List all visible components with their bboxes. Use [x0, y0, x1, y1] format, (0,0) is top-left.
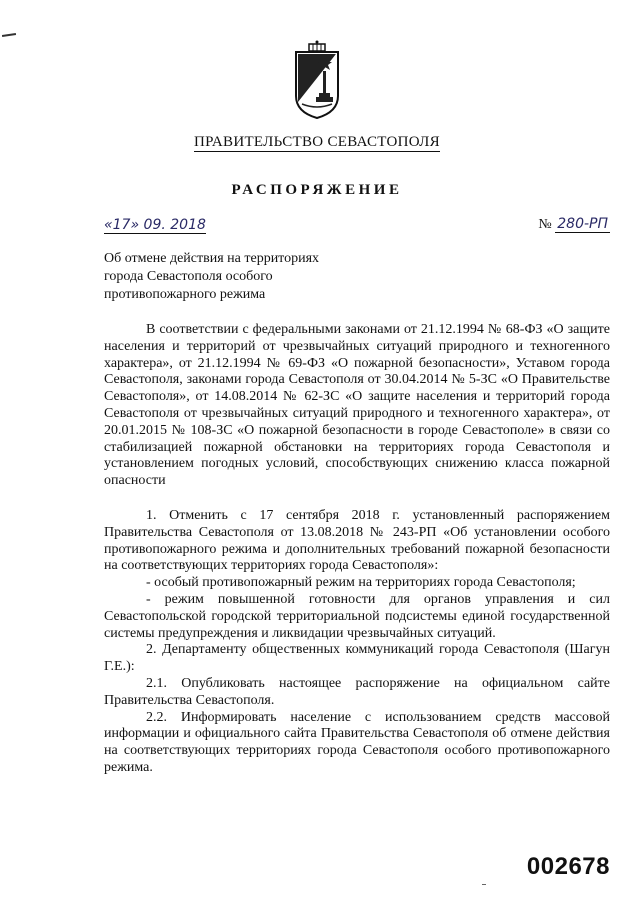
organization-title: ПРАВИТЕЛЬСТВО СЕВАСТОПОЛЯ — [194, 134, 440, 150]
number-value: 280-РП — [557, 216, 608, 232]
document-body — [104, 322, 610, 777]
stray-dot — [482, 884, 486, 885]
sevastopol-coat-of-arms-icon — [292, 40, 342, 120]
document-date: «17» 09. 2018 — [104, 217, 206, 233]
item-2-2-paragraph: 2.2. Информировать население с использованием средств массовой информации и официального сайта Правительства Севастополя об отмене действия на соответствующих территориях города Севастополя особого противопожарного режима. — [104, 709, 610, 775]
document-type-heading: РАСПОРЯЖЕНИЕ — [231, 182, 403, 198]
item-1-bullet-2: - режим повышенной готовности для органов управления и сил Севастопольской городской территориальной подсистемы единой государственной системы предупреждения и ликвидации чрезвычайных ситуаций. — [104, 591, 610, 641]
preamble-paragraph: В соответствии с федеральными законами от 21.12.1994 № 68-ФЗ «О защите населения и территорий от чрезвычайных ситуаций природного и техногенного характера», от 21.12.1994 № 69-ФЗ «О пожарной безопасности», Уставом города Севастополя, законами города Севастополя от 30.04.2014 № 5-ЗС «О Правительстве Севастополя», от 14.08.2014 № 62-ЗС «О защите населения и территорий города Севастополя от чрезвычайных ситуаций природного и техногенного характера», от 20.01.2015 № 108-ЗС «О пожарной безопасности в городе Севастополе» в связи со стабилизацией пожарной обстановки на территориях города Севастополя и установлением погодных условий, способствующих снижению класса пожарной опасности — [104, 322, 610, 489]
item-2-paragraph: 2. Департаменту общественных коммуникаций города Севастополя (Шагун Г.Е.): — [104, 642, 610, 675]
number-prefix: № — [538, 217, 552, 232]
item-2-1-paragraph: 2.1. Опубликовать настоящее распоряжение на официальном сайте Правительства Севастополя. — [104, 675, 610, 708]
stray-pen-mark — [2, 33, 16, 37]
serial-number: 002678 — [526, 853, 610, 880]
item-1-paragraph: 1. Отменить с 17 сентября 2018 г. установленный распоряжением Правительства Севастополя от 13.08.2018 № 243-РП «Об установлении особого противопожарного режима и дополнительных требований пожарной безопасности на соответствующих территориях города Севастополя»: — [104, 507, 610, 574]
document-number — [538, 216, 610, 233]
document-subject: Об отмене действия на территориях города Севастополя особого противопожарного режима — [104, 251, 320, 302]
item-1-bullet-1: - особый противопожарный режим на территориях города Севастополя; — [146, 575, 576, 591]
